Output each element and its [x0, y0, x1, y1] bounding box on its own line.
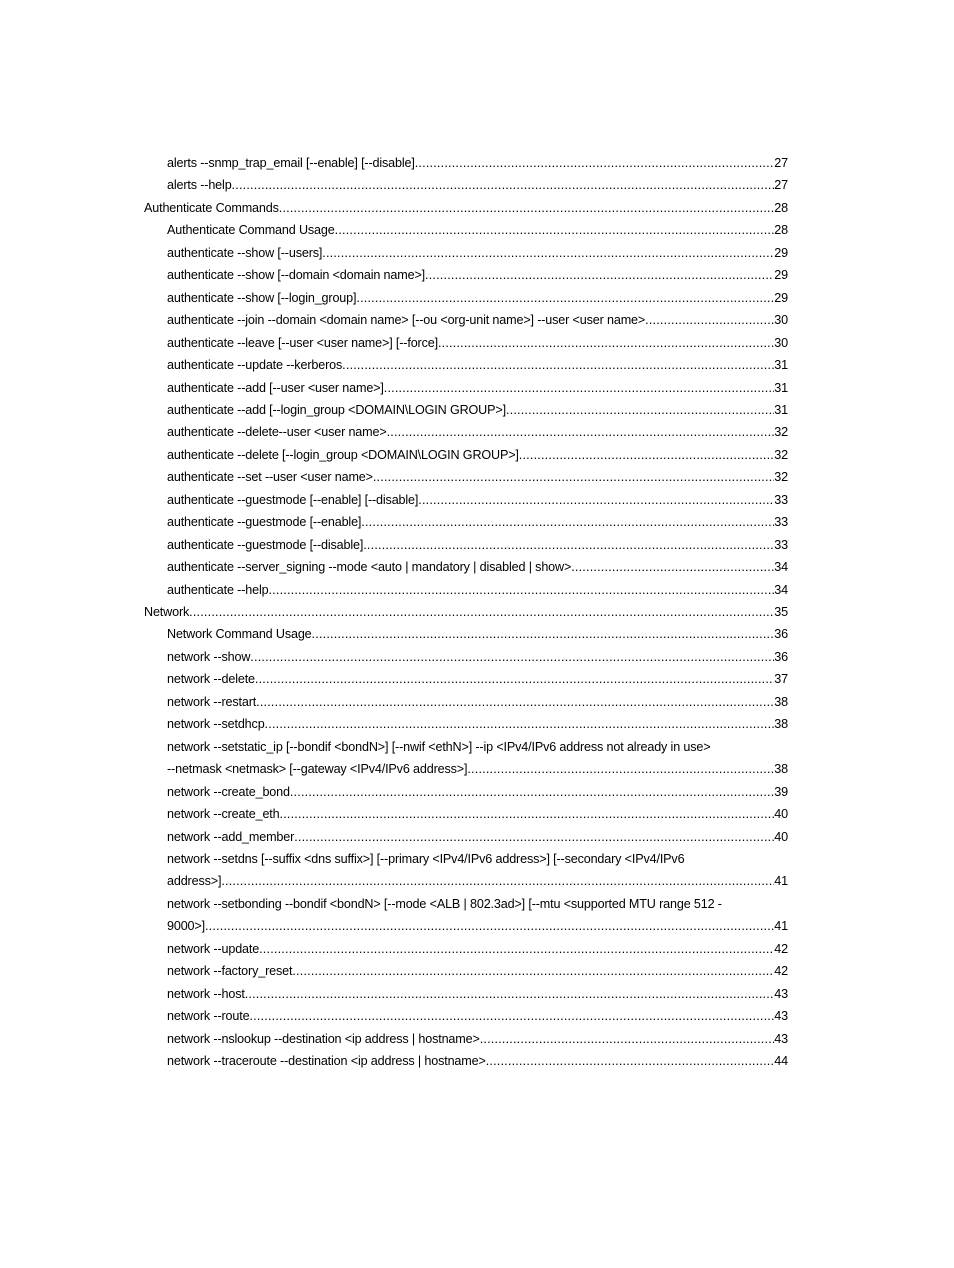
toc-entry[interactable] — [167, 576, 788, 598]
toc-page-number: 33 — [774, 515, 788, 530]
toc-leader-dots — [249, 1008, 774, 1024]
toc-page-number: 34 — [774, 560, 788, 575]
toc-leader-dots — [280, 806, 775, 822]
toc-entry[interactable] — [167, 778, 788, 800]
toc-page-number: 32 — [774, 447, 788, 462]
toc-entry-title: Network — [144, 605, 190, 619]
toc-entry-title: authenticate --guestmode [--enable] — [167, 515, 362, 530]
toc-page-number: 38 — [774, 762, 788, 777]
toc-entry-title: alerts --help — [167, 178, 232, 193]
toc-leader-dots — [335, 222, 775, 238]
toc-leader-dots — [486, 1053, 775, 1069]
toc-entry[interactable] — [167, 171, 788, 193]
toc-entry[interactable] — [167, 755, 788, 777]
toc-leader-dots — [268, 582, 774, 598]
toc-entry[interactable] — [167, 935, 788, 957]
toc-entry-title: network --setstatic_ip [--bondif <bondN>] [--nwif <ethN>] --ip <IPv4/IPv6 address not already in use> — [167, 739, 711, 754]
toc-page-number: 38 — [774, 694, 788, 709]
toc-leader-dots — [506, 402, 774, 418]
toc-leader-dots — [363, 537, 774, 553]
toc-page-number: 35 — [774, 605, 788, 619]
toc-leader-dots — [189, 604, 774, 620]
toc-page-number: 29 — [774, 290, 788, 305]
toc-entry-title: authenticate --delete [--login_group <DOMAIN\LOGIN GROUP>] — [167, 447, 519, 462]
toc-entry-title: authenticate --update --kerberos — [167, 358, 343, 373]
toc-entry[interactable] — [167, 620, 788, 642]
toc-leader-dots — [250, 649, 774, 665]
toc-page-number: 36 — [774, 627, 788, 642]
toc-leader-dots — [265, 716, 775, 732]
toc-page-number: 28 — [774, 200, 788, 215]
toc-page-number: 42 — [774, 941, 788, 956]
toc-entry[interactable] — [167, 845, 788, 867]
toc-entry-title: authenticate --join --domain <domain name> [--ou <org-unit name>] --user <user name> — [167, 313, 646, 328]
toc-leader-dots — [259, 941, 774, 957]
toc-page-number: 31 — [774, 402, 788, 417]
toc-leader-dots — [322, 245, 774, 261]
toc-page-number: 37 — [774, 672, 788, 687]
toc-entry-title: network --setdns [--suffix <dns suffix>] [--primary <IPv4/IPv6 address>] [--secondary <IPv4/IPv6 — [167, 851, 685, 866]
toc-leader-dots — [255, 671, 774, 687]
toc-entry-title: authenticate --add [--login_group <DOMAIN\LOGIN GROUP>] — [167, 402, 506, 417]
toc-entry[interactable] — [167, 1002, 788, 1024]
toc-leader-dots — [571, 559, 774, 575]
toc-page-number: 43 — [774, 986, 788, 1001]
toc-entry[interactable] — [167, 1025, 788, 1047]
toc-leader-dots — [221, 873, 774, 889]
toc-entry-title: authenticate --help — [167, 582, 269, 597]
toc-page-number: 41 — [774, 919, 788, 934]
toc-entry-title: network --host — [167, 986, 245, 1001]
toc-entry-title: authenticate --add [--user <user name>] — [167, 380, 384, 395]
toc-entry-title: network --delete — [167, 672, 255, 687]
toc-leader-dots — [232, 177, 775, 193]
toc-entry-title: network --traceroute --destination <ip address | hostname> — [167, 1054, 486, 1068]
toc-page-number: 40 — [774, 807, 788, 822]
toc-entry-title: network --route — [167, 1009, 250, 1024]
toc-page-number: 31 — [774, 380, 788, 395]
toc-entry[interactable] — [167, 980, 788, 1002]
toc-entry[interactable] — [167, 867, 788, 889]
toc-entry-title: network --add_member — [167, 829, 295, 844]
toc-entry-title: network --show — [167, 649, 251, 664]
toc-leader-dots — [373, 469, 774, 485]
toc-leader-dots — [645, 312, 774, 328]
toc-entry-title: authenticate --set --user <user name> — [167, 470, 373, 485]
toc-entry[interactable] — [167, 823, 788, 845]
toc-entry-title: network --setbonding --bondif <bondN> [--mode <ALB | 802.3ad>] [--mtu <supported MTU range 512 - — [167, 896, 722, 911]
toc-entry[interactable] — [167, 643, 788, 665]
toc-page-number: 33 — [774, 492, 788, 507]
toc-entry[interactable] — [167, 418, 788, 440]
toc-leader-dots — [356, 290, 774, 306]
toc-entry-title: address>] — [167, 874, 222, 889]
toc-page-number: 43 — [774, 1031, 788, 1046]
toc-leader-dots — [205, 918, 774, 934]
toc-page-number: 32 — [774, 470, 788, 485]
toc-page-number: 39 — [774, 784, 788, 799]
toc-entry-title: 9000>] — [167, 919, 205, 934]
toc-leader-dots — [415, 155, 775, 171]
toc-entry[interactable] — [167, 1047, 788, 1069]
toc-page-number: 31 — [774, 358, 788, 373]
toc-entry[interactable] — [167, 149, 788, 171]
toc-leader-dots — [342, 357, 774, 373]
toc-entry[interactable] — [167, 531, 788, 553]
toc-entry[interactable] — [167, 553, 788, 575]
toc-leader-dots — [418, 492, 774, 508]
toc-page-number: 27 — [774, 156, 788, 170]
toc-entry[interactable] — [167, 508, 788, 530]
toc-entry[interactable] — [167, 912, 788, 934]
toc-entry[interactable] — [167, 733, 788, 755]
toc-entry-title: network --create_eth — [167, 807, 280, 822]
toc-page-number: 29 — [774, 245, 788, 260]
toc-entry-title: network --create_bond — [167, 784, 290, 799]
toc-leader-dots — [292, 963, 774, 979]
toc-entry-title: Authenticate Commands — [144, 200, 279, 215]
toc-entry[interactable] — [167, 374, 788, 396]
toc-leader-dots — [384, 380, 775, 396]
toc-leader-dots — [467, 761, 774, 777]
toc-entry-title: network --factory_reset — [167, 964, 293, 979]
toc-page-number: 33 — [774, 537, 788, 552]
toc-leader-dots — [279, 200, 775, 216]
toc-page-number: 27 — [774, 178, 788, 193]
toc-entry[interactable] — [167, 688, 788, 710]
toc-leader-dots — [361, 514, 774, 530]
toc-entry-title: authenticate --guestmode [--enable] [--disable] — [167, 492, 419, 507]
toc-entry[interactable] — [167, 463, 788, 485]
toc-leader-dots — [290, 784, 774, 800]
toc-entry[interactable] — [167, 800, 788, 822]
toc-leader-dots — [294, 829, 774, 845]
toc-leader-dots — [425, 267, 774, 283]
toc-entry[interactable] — [167, 351, 788, 373]
toc-entry[interactable] — [167, 710, 788, 732]
toc-entry[interactable] — [167, 216, 788, 238]
toc-section-entry[interactable] — [144, 598, 788, 620]
toc-leader-dots — [519, 447, 775, 463]
toc-entry[interactable] — [167, 486, 788, 508]
toc-entry[interactable] — [167, 239, 788, 261]
toc-entry-title: authenticate --server_signing --mode <auto | mandatory | disabled | show> — [167, 560, 572, 575]
toc-page-number: 28 — [774, 223, 788, 238]
toc-entry-title: network --update — [167, 941, 260, 956]
toc-entry[interactable] — [167, 441, 788, 463]
toc-leader-dots — [312, 626, 775, 642]
toc-entry-title: authenticate --delete--user <user name> — [167, 425, 387, 440]
toc-entry[interactable] — [167, 306, 788, 328]
toc-section-entry[interactable] — [144, 194, 788, 216]
toc-page-number: 32 — [774, 425, 788, 440]
toc-page-number: 38 — [774, 717, 788, 732]
toc-entry[interactable] — [167, 329, 788, 351]
toc-entry[interactable] — [167, 396, 788, 418]
toc-entry-title: network --nslookup --destination <ip address | hostname> — [167, 1031, 480, 1046]
toc-page-number: 30 — [774, 313, 788, 328]
toc-entry-title: alerts --snmp_trap_email [--enable] [--disable] — [167, 156, 415, 170]
toc-page-number: 29 — [774, 268, 788, 283]
toc-entry-title: network --restart — [167, 694, 257, 709]
toc-entry-title: authenticate --show [--domain <domain name>] — [167, 268, 426, 283]
toc-page-number: 42 — [774, 964, 788, 979]
toc-entry[interactable] — [167, 284, 788, 306]
toc-entry[interactable] — [167, 957, 788, 979]
toc-page-number: 40 — [774, 829, 788, 844]
toc-page-number: 36 — [774, 649, 788, 664]
toc-leader-dots — [480, 1031, 775, 1047]
toc-entry-title: network --setdhcp — [167, 717, 265, 732]
toc-leader-dots — [387, 424, 775, 440]
toc-entry-title: authenticate --guestmode [--disable] — [167, 537, 364, 552]
toc-page-number: 41 — [774, 874, 788, 889]
toc-entry-title: Authenticate Command Usage — [167, 223, 335, 238]
toc-page-number: 43 — [774, 1009, 788, 1024]
toc-leader-dots — [438, 335, 774, 351]
toc-entry-title: authenticate --show [--login_group] — [167, 290, 357, 305]
toc-entry[interactable] — [167, 665, 788, 687]
toc-entry-title: authenticate --show [--users] — [167, 245, 323, 260]
toc-page-number: 44 — [774, 1054, 788, 1068]
toc-entry[interactable] — [167, 890, 788, 912]
toc-page-number: 30 — [774, 335, 788, 350]
toc-entry[interactable] — [167, 261, 788, 283]
toc-entry-title: authenticate --leave [--user <user name>] [--force] — [167, 335, 438, 350]
toc-entry-title: Network Command Usage — [167, 627, 312, 642]
toc-leader-dots — [256, 694, 774, 710]
toc-page-number: 34 — [774, 582, 788, 597]
toc-leader-dots — [245, 986, 775, 1002]
toc-entry-title: --netmask <netmask> [--gateway <IPv4/IPv6 address>] — [167, 762, 468, 777]
